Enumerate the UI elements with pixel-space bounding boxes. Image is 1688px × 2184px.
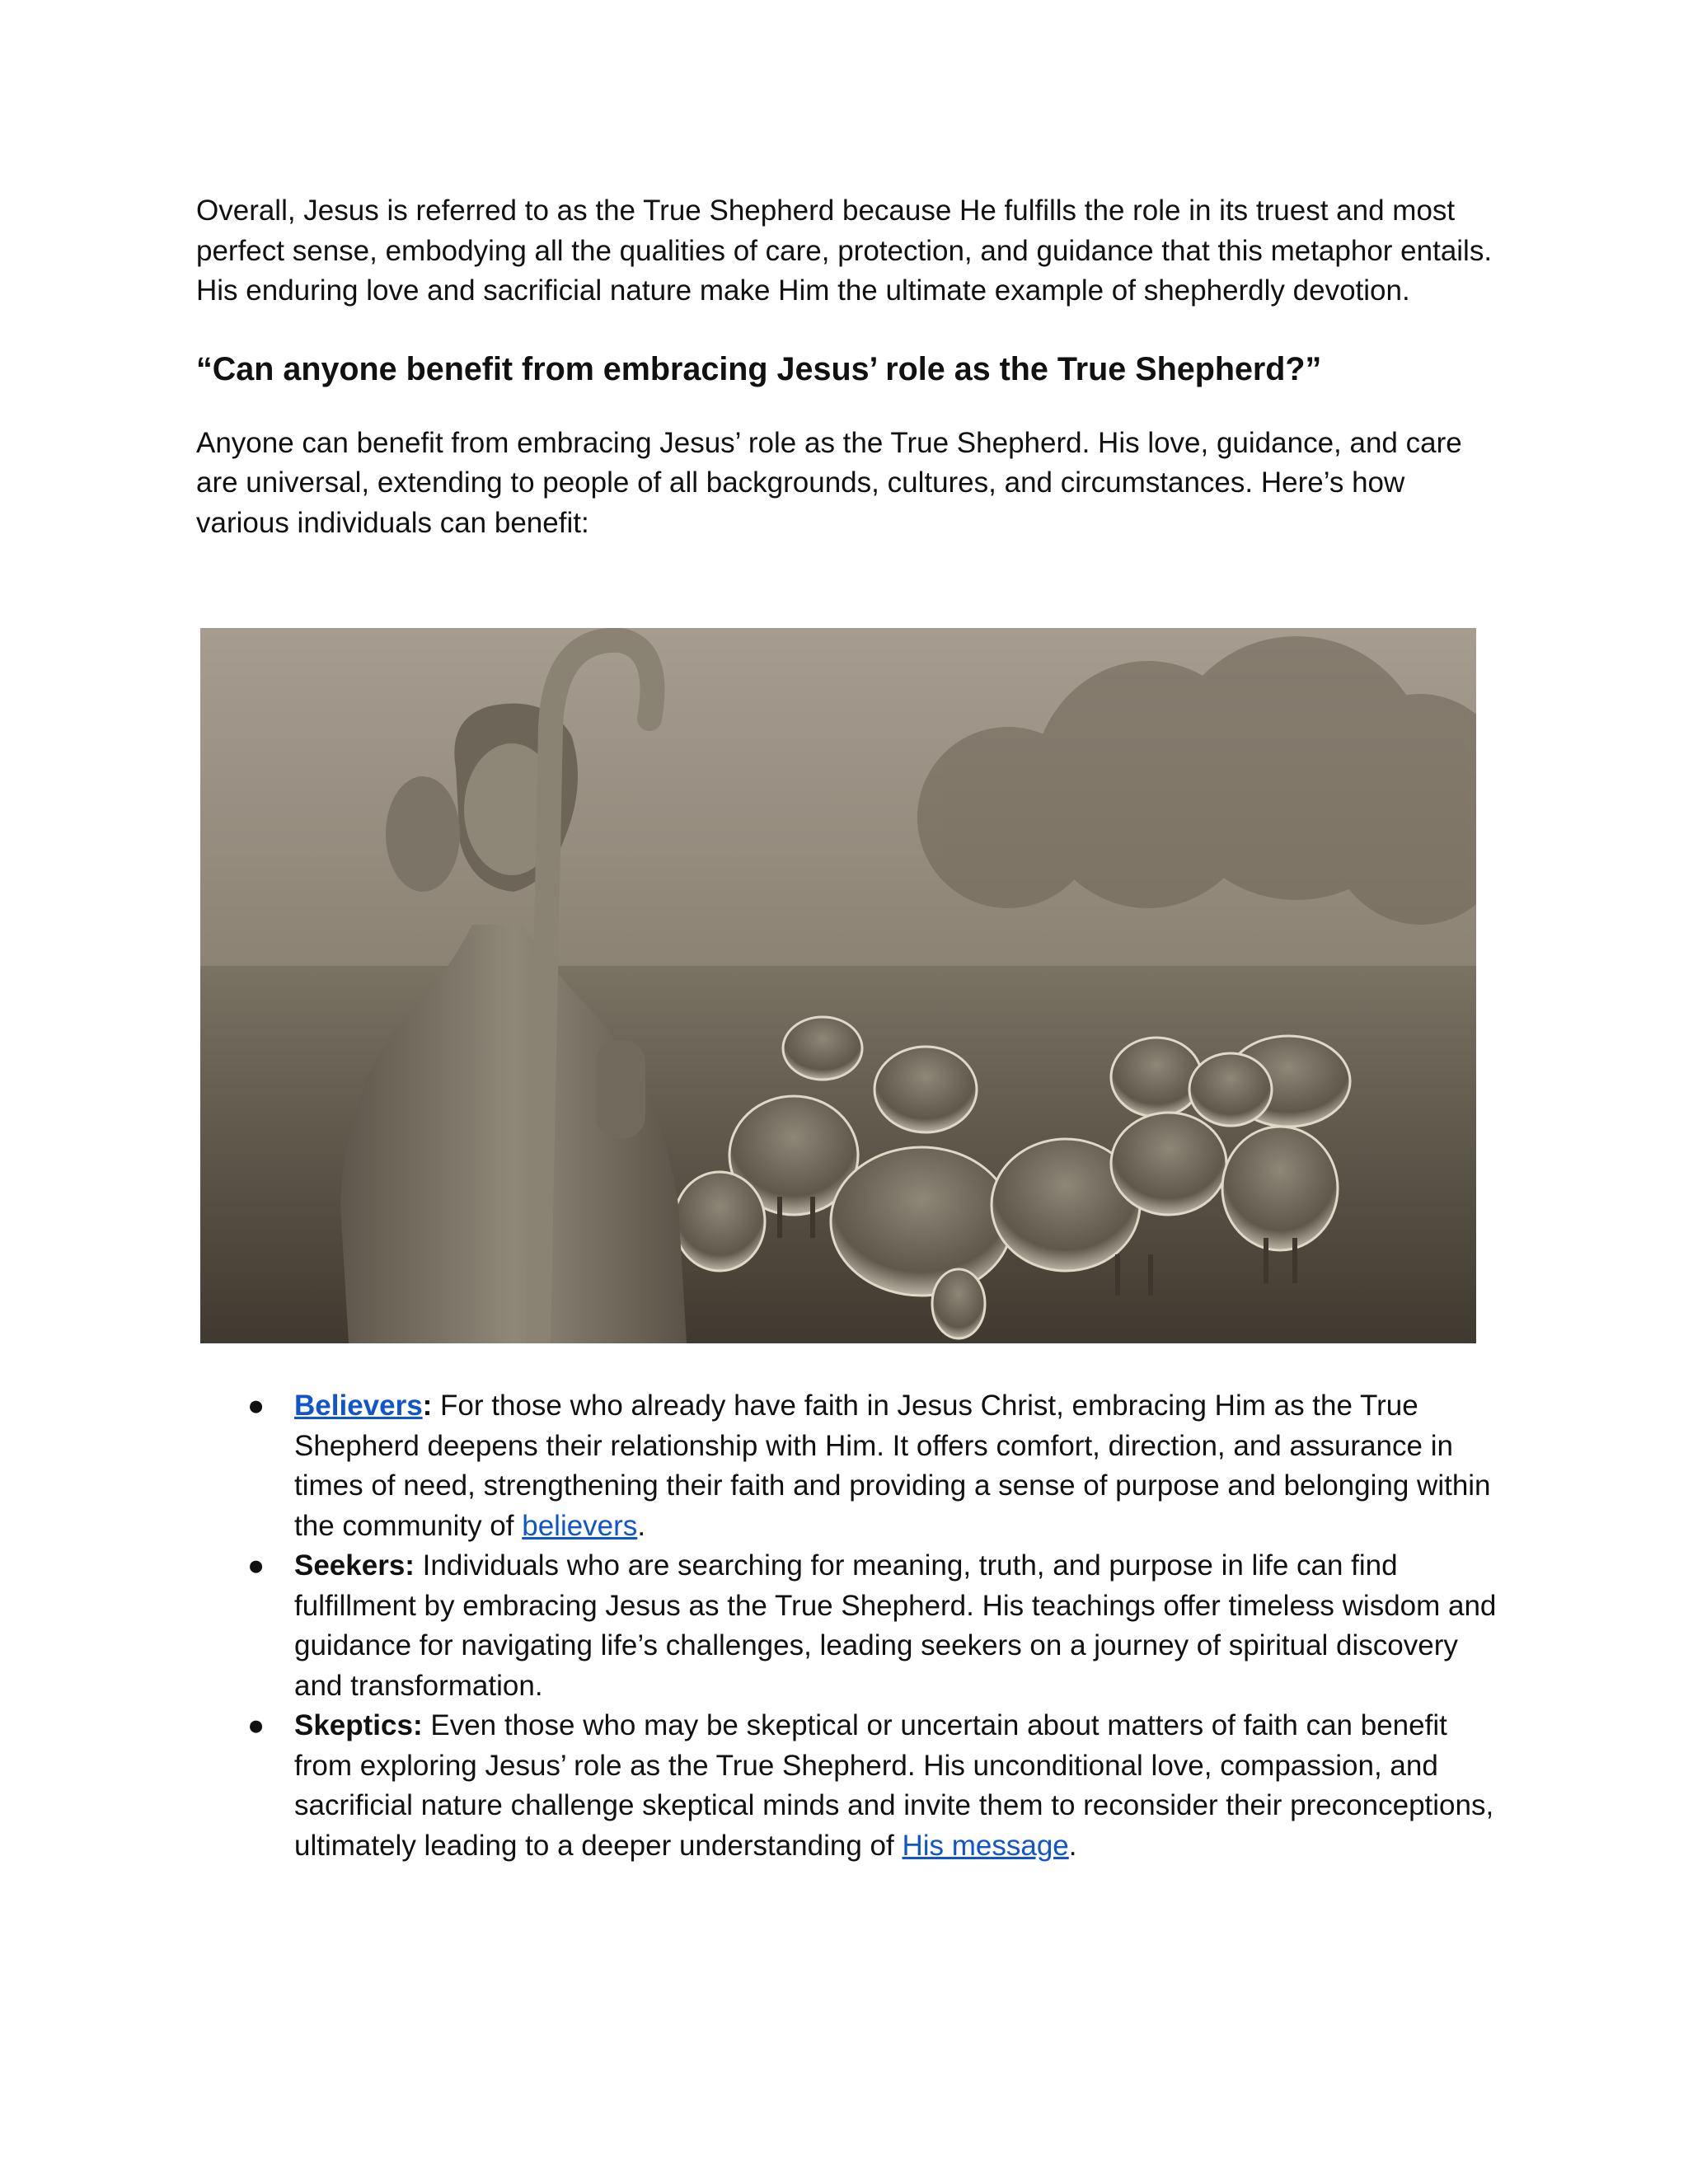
section-paragraph: Anyone can benefit from embracing Jesus’ role as the True Shepherd. His love, guidance, and care are universal, extending to people of all backgrounds, cultures, and circumstances. Here’s how various individuals can benefit: [196, 426, 1462, 539]
believers-colon: : [422, 1390, 433, 1422]
document-body [196, 191, 1498, 543]
bullet-icon: ● [247, 1549, 265, 1582]
skeptics-end: . [1068, 1829, 1077, 1862]
skeptics-term: Skeptics: [294, 1709, 423, 1741]
intro-paragraph: Overall, Jesus is referred to as the True Shepherd because He fulfills the role in its truest and most perfect sense, embodying all the qualities of care, protection, and guidance that this metaphor entails. His enduring love and sacrificial nature make Him the ultimate example of shepherdly devotion. [196, 194, 1493, 307]
list-item-believers [196, 1386, 1498, 1546]
list-item-seekers [196, 1546, 1498, 1706]
bullet-icon: ● [247, 1390, 265, 1422]
skeptics-text: Even those who may be skeptical or uncertain about matters of faith can benefit from exploring Jesus’ role as the True Shepherd. His unconditional love, compassion, and sacrificial nature challenge skeptical minds and invite them to reconsider their preconceptions, ultimately leading to a deeper understanding of [294, 1709, 1494, 1862]
seekers-text: Individuals who are searching for meaning, truth, and purpose in life can find fulfillment by embracing Jesus as the True Shepherd. His teachings offer timeless wisdom and guidance for navigating life’s challenges, leading seekers on a journey of spiritual discovery and transformation. [294, 1549, 1497, 1702]
believers-text: For those who already have faith in Jesus Christ, embracing Him as the True Shepherd deepens their relationship with Him. It offers comfort, direction, and assurance in times of need, strengthening their faith and providing a sense of purpose and belonging within the community of [294, 1390, 1491, 1542]
list-item-skeptics [196, 1706, 1498, 1866]
his-message-link[interactable]: His message [902, 1829, 1069, 1862]
shepherd-statue-with-sheep-image [200, 628, 1476, 1343]
benefit-list [196, 1386, 1498, 1866]
believers-inline-link[interactable]: believers [522, 1509, 638, 1542]
bullet-icon: ● [247, 1709, 265, 1741]
section-heading: “Can anyone benefit from embracing Jesus’ role as the True Shepherd?” [196, 350, 1322, 387]
believers-term-link[interactable]: Believers [294, 1390, 423, 1422]
seekers-term: Seekers: [294, 1549, 415, 1582]
believers-end: . [637, 1509, 646, 1542]
